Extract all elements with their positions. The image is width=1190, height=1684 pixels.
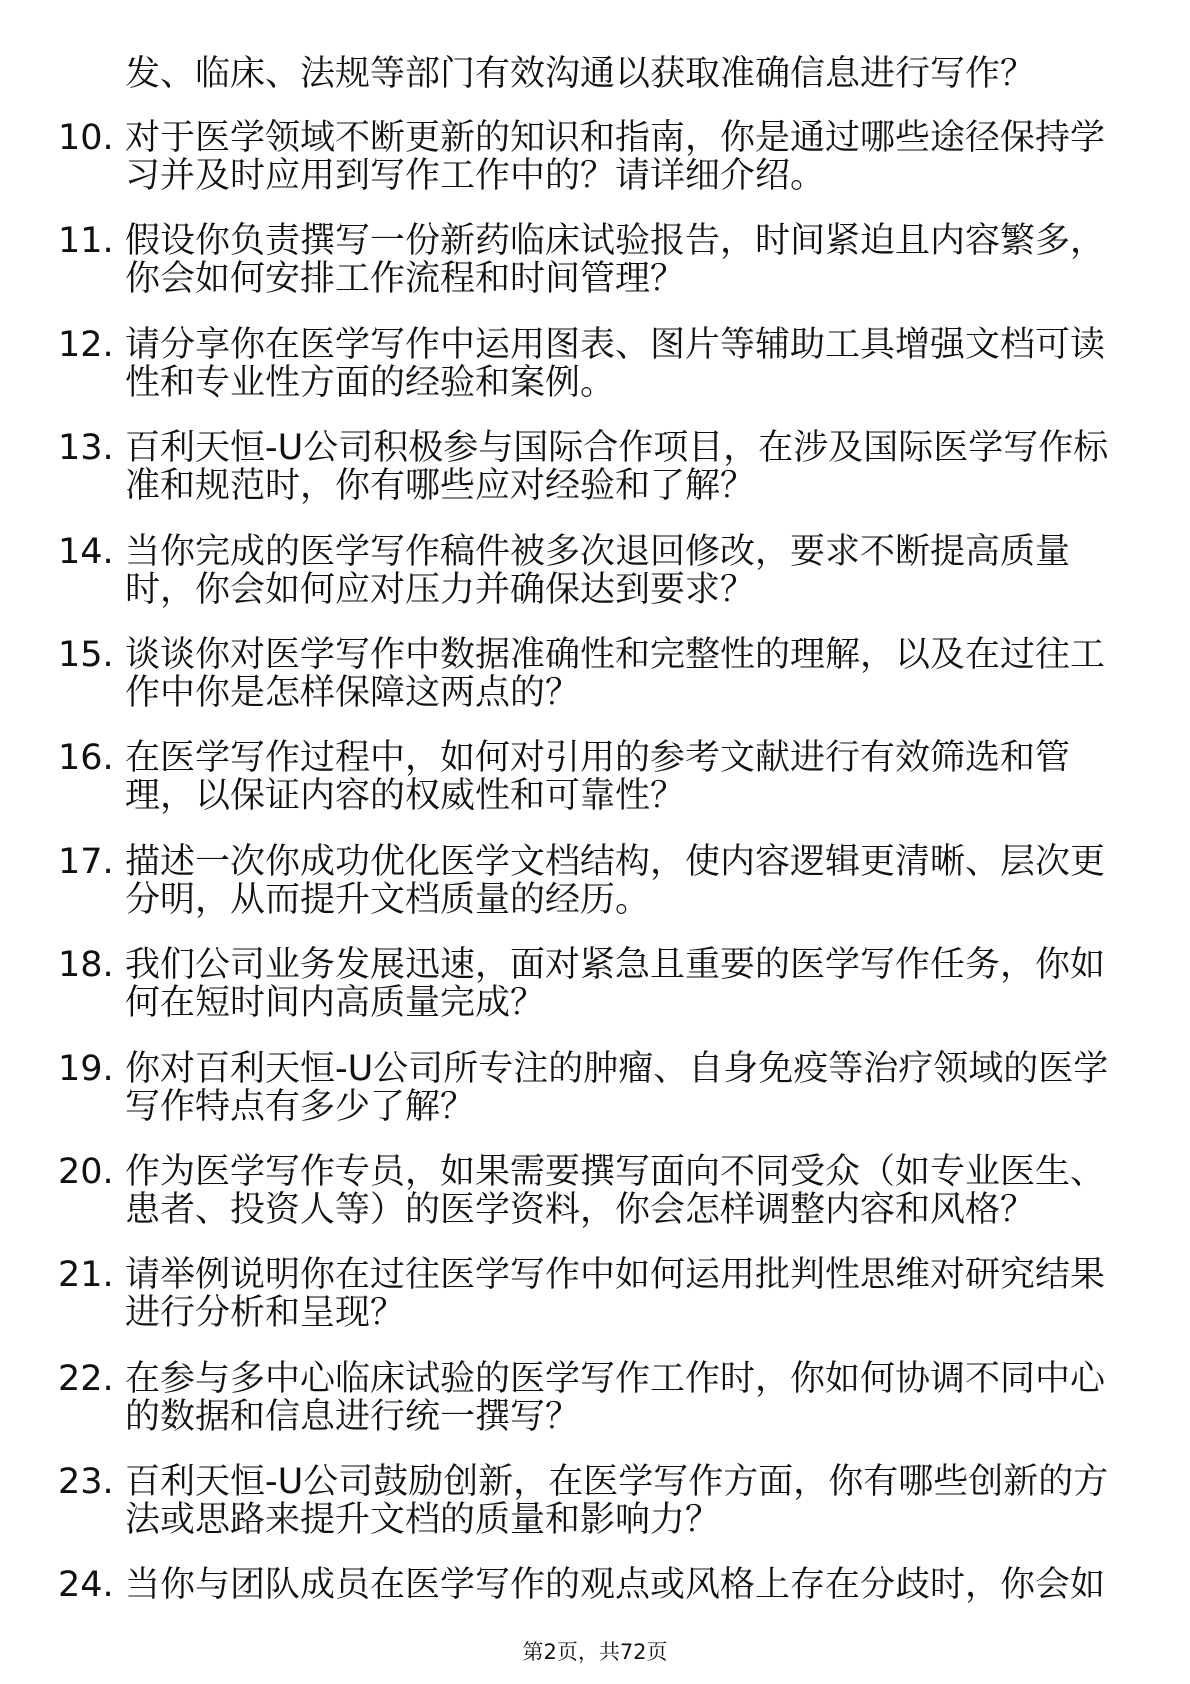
question-line: 写作特点有多少了解？ (125, 1086, 476, 1127)
question-item (0, 119, 1190, 195)
question-number: 20. (58, 1151, 114, 1192)
question-line: 的数据和信息进行统一撰写？ (125, 1396, 581, 1437)
question-item (0, 429, 1190, 505)
question-list (0, 119, 1190, 1632)
question-item (0, 843, 1190, 919)
question-number: 24. (58, 1565, 114, 1606)
question-line: 习并及时应用到写作工作中的？请详细介绍。 (125, 156, 826, 196)
question-line: 你会如何安排工作流程和时间管理？ (125, 259, 686, 300)
page-number-footer: 第2页，共72页 (522, 1640, 668, 1664)
question-number: 14. (58, 531, 114, 572)
question-item (0, 1050, 1190, 1126)
question-number: 11. (58, 221, 114, 262)
question-item (0, 1463, 1190, 1539)
question-line: 理，以保证内容的权威性和可靠性？ (125, 776, 686, 817)
question-line: 谈谈你对医学写作中数据准确性和完整性的理解，以及在过往工 (125, 634, 1106, 675)
question-line: 作中你是怎样保障这两点的？ (125, 672, 581, 713)
question-number: 10. (58, 118, 114, 158)
question-line: 对于医学领域不断更新的知识和指南，你是通过哪些途径保持学 (125, 118, 1106, 158)
question-line: 百利天恒-U公司鼓励创新，在医学写作方面，你有哪些创新的方 (125, 1462, 1109, 1503)
question-line: 描述一次你成功优化医学文档结构，使内容逻辑更清晰、层次更 (125, 841, 1106, 882)
question-line: 何在短时间内高质量完成？ (125, 983, 546, 1024)
question-line: 在医学写作过程中，如何对引用的参考文献进行有效筛选和管 (125, 738, 1071, 779)
question-number: 15. (58, 634, 114, 675)
question-item (0, 1256, 1190, 1332)
question-number: 19. (58, 1048, 114, 1089)
question-line: 请分享你在医学写作中运用图表、图片等辅助工具增强文档可读 (125, 324, 1106, 365)
question-number: 18. (58, 945, 114, 986)
question-item (0, 326, 1190, 402)
question-number: 22. (58, 1358, 114, 1399)
continued-question-text (125, 55, 1035, 93)
question-line: 在参与多中心临床试验的医学写作工作时，你如何协调不同中心 (125, 1358, 1106, 1399)
question-line: 发、临床、法规等部门有效沟通以获取准确信息进行写作？ (125, 54, 1036, 94)
question-item (0, 533, 1190, 609)
question-line: 请举例说明你在过往医学写作中如何运用批判性思维对研究结果 (125, 1255, 1106, 1296)
question-number: 17. (58, 841, 114, 882)
question-item (0, 1360, 1190, 1436)
question-line: 假设你负责撰写一份新药临床试验报告，时间紧迫且内容繁多， (125, 221, 1106, 262)
question-line: 我们公司业务发展迅速，面对紧急且重要的医学写作任务，你如 (125, 945, 1106, 986)
question-number: 21. (58, 1255, 114, 1296)
question-line: 你对百利天恒-U公司所专注的肿瘤、自身免疫等治疗领域的医学 (125, 1048, 1109, 1089)
question-item (0, 739, 1190, 815)
question-number: 13. (58, 428, 114, 469)
question-line: 当你完成的医学写作稿件被多次退回修改，要求不断提高质量 (125, 531, 1071, 572)
question-number: 12. (58, 324, 114, 365)
question-number: 16. (58, 738, 114, 779)
question-line: 患者、投资人等）的医学资料，你会怎样调整内容和风格？ (125, 1189, 1036, 1230)
question-item (0, 222, 1190, 298)
question-line: 百利天恒-U公司积极参与国际合作项目，在涉及国际医学写作标 (125, 428, 1109, 469)
question-line: 准和规范时，你有哪些应对经验和了解？ (125, 466, 756, 507)
question-line: 时，你会如何应对压力并确保达到要求？ (125, 569, 756, 610)
question-line: 作为医学写作专员，如果需要撰写面向不同受众（如专业医生、 (125, 1151, 1106, 1192)
question-number: 23. (58, 1462, 114, 1503)
question-item (0, 1153, 1190, 1229)
question-line: 分明，从而提升文档质量的经历。 (125, 879, 651, 920)
question-line: 性和专业性方面的经验和案例。 (125, 362, 616, 403)
question-line: 法或思路来提升文档的质量和影响力？ (125, 1500, 721, 1541)
question-line: 当你与团队成员在医学写作的观点或风格上存在分歧时，你会如 (125, 1565, 1106, 1606)
question-item (0, 636, 1190, 712)
question-line: 进行分析和呈现？ (125, 1293, 406, 1334)
question-item (0, 946, 1190, 1022)
question-item (0, 1566, 1190, 1604)
